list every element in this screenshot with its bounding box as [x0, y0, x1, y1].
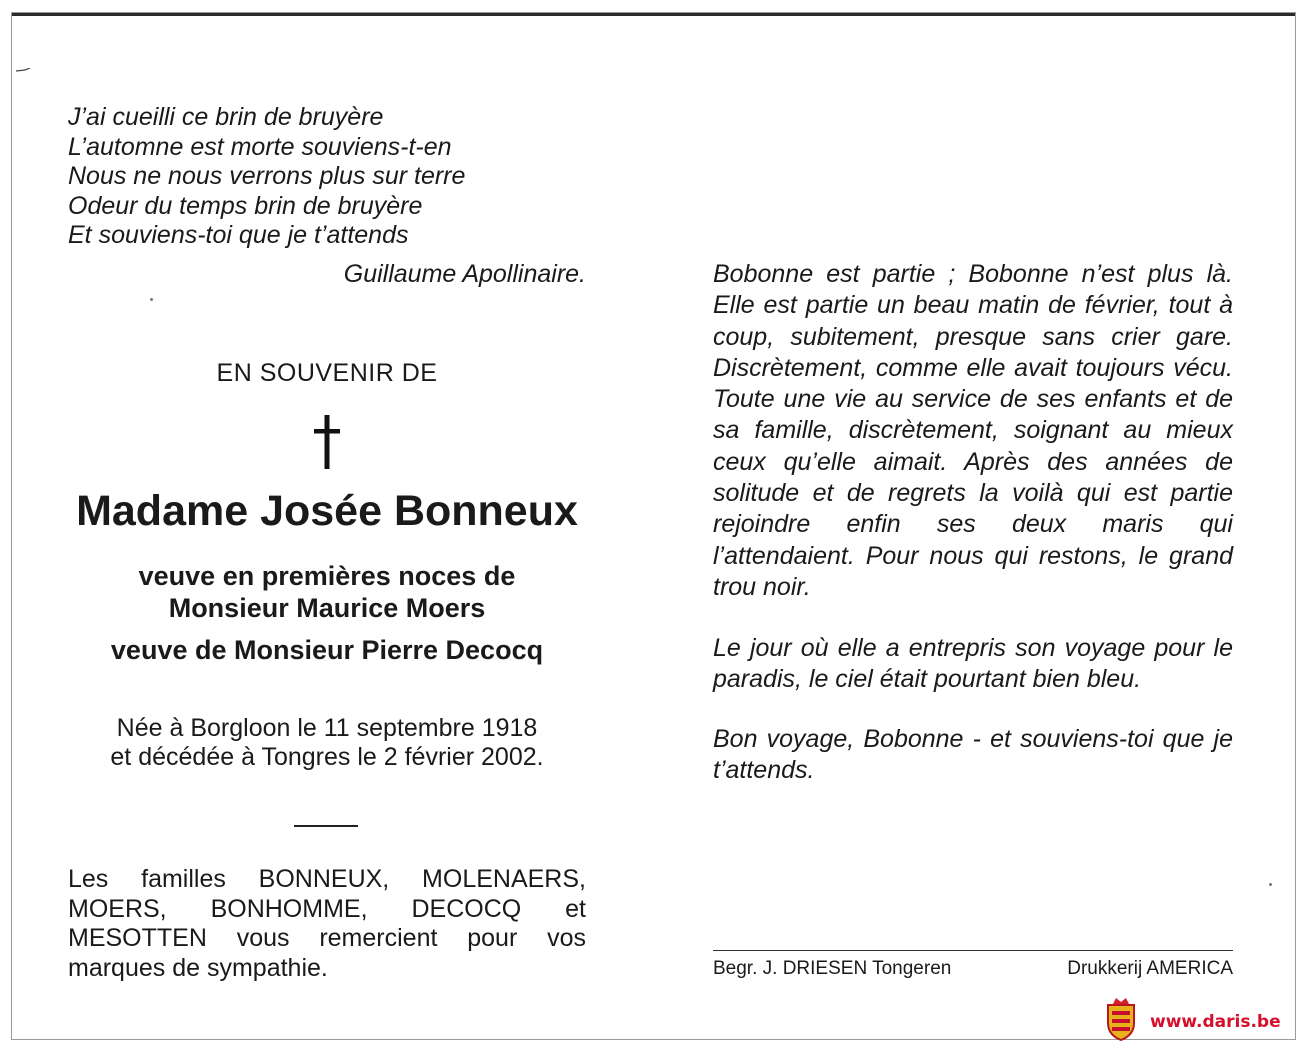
poem [68, 103, 465, 251]
footer-rule [713, 950, 1233, 951]
widow-first-line: veuve en premières noces de [138, 561, 516, 591]
poem-line: Et souviens-toi que je t’attends [68, 221, 409, 249]
watermark-url[interactable]: www.daris.be [1150, 1012, 1281, 1032]
birth-line: Née à Borgloon le 11 septembre 1918 [116, 714, 538, 742]
widow-second-line: veuve de Monsieur Pierre Decocq [110, 635, 544, 665]
tribute-paragraph: Le jour où elle a entrepris son voyage pour le paradis, le ciel était pourtant bien bleu. [713, 634, 1233, 694]
memorial-card [11, 12, 1296, 1040]
poem-line: J’ai cueilli ce brin de bruyère [68, 103, 384, 131]
family-thanks: Les familles BONNEUX, MOLENAERS, MOERS, BONHOMME, DECOCQ et MESOTTEN vous remercient pour vos marques de sympathie. [68, 865, 586, 982]
tribute-paragraph: Bobonne est partie ; Bobonne n’est plus là. Elle est partie un beau matin de février, tout à coup, subitement, presque sans crier gare. Discrètement, comme elle avait toujours vécu. Toute une vie au service de ses enfants et de sa famille, discrètement, soignant au mieux ceux qu’elle aimait. Après des années de solitude et de regrets la voilà qui est partie rejoindre enfin ses deux maris qui l’attendaient. Pour nous qui restons, le grand trou noir. [713, 260, 1233, 601]
printer-credit: Drukkerij AMERICA [1067, 958, 1233, 979]
undertaker-credit: Begr. J. DRIESEN Tongeren [713, 958, 952, 979]
tribute-paragraph: Bon voyage, Bobonne - et souviens-toi que je t’attends. [713, 725, 1233, 785]
coat-of-arms-icon [1104, 997, 1138, 1041]
paper-speck [150, 298, 153, 301]
poem-line: Nous ne nous verrons plus sur terre [68, 162, 466, 190]
ink-mark [16, 68, 30, 72]
first-husband: Monsieur Maurice Moers [168, 593, 486, 623]
death-line: et décédée à Tongres le 2 février 2002. [110, 743, 544, 771]
deceased-name: Madame Josée Bonneux [76, 487, 578, 535]
poem-line: Odeur du temps brin de bruyère [68, 191, 423, 220]
card-top-border [12, 13, 1295, 16]
poem-line: L’automne est morte souviens-t-en [68, 132, 452, 161]
paper-speck [1269, 883, 1272, 886]
divider [294, 825, 358, 827]
poem-author: Guillaume Apollinaire. [343, 260, 586, 288]
memorial-heading: EN SOUVENIR DE [216, 359, 438, 387]
cross-icon [68, 411, 586, 471]
